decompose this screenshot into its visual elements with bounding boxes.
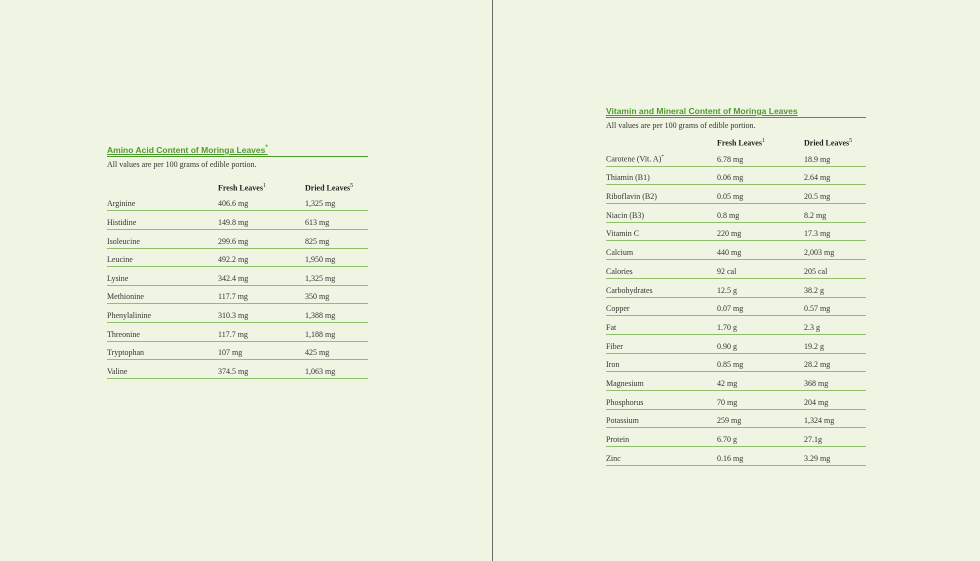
table-row [606,241,866,260]
nutrient-name: Threonine [107,329,140,339]
table-row [107,211,368,230]
nutrient-name: Vitamin C [606,229,640,239]
table-row [606,260,866,279]
fresh-value: 6.70 g [717,435,737,444]
dried-value: 28.2 mg [804,360,831,370]
table-title: Vitamin and Mineral Content of Moringa Leaves [606,106,866,118]
table-row [606,335,866,354]
nutrient-name: Tryptophan [107,348,145,358]
fresh-value: 1.70 g [717,322,737,332]
column-header-fresh: Fresh Leaves$^1$ [717,138,765,148]
table-row [606,223,866,242]
table-row [107,304,368,323]
dried-value: 18.9 mg [804,154,831,164]
table-row [107,267,368,286]
dried-value: 20.5 mg [804,192,831,202]
dried-value: 2,003 mg [804,248,835,258]
dried-value: 1,325 mg [305,199,336,209]
fresh-value: 0.85 mg [717,360,744,370]
nutrient-name: Carbohydrates [606,285,653,295]
table-row [606,298,866,317]
dried-value: 2.3 g [804,322,820,332]
fresh-value: 492.2 mg [218,255,249,265]
dried-value: 613 mg [305,218,330,228]
nutrient-name: Thiamin (B1) [606,173,650,183]
column-header-fresh: Fresh Leaves$^1$ [218,183,266,193]
fresh-value: 0.90 g [717,341,737,351]
nutrient-name: Methionine [107,292,144,302]
nutrient-name: Zinc [606,453,621,463]
dried-value: 19.2 g [804,341,824,351]
table-row [606,185,866,204]
nutrient-name: Histidine [107,218,137,228]
fresh-value: 117.7 mg [218,292,248,302]
nutrient-name: Potassium [606,416,639,426]
table-row [606,167,866,186]
nutrient-name: Valine [107,366,128,376]
table-row [107,286,368,305]
fresh-value: 149.8 mg [218,218,249,228]
nutrient-name: Niacin (B3) [606,210,644,220]
right-page [493,0,980,561]
dried-value: 1,950 mg [305,255,336,265]
table-row [606,391,866,410]
vitamin-mineral-table [606,106,866,466]
dried-value: 17.3 mg [804,229,831,239]
table-row [606,372,866,391]
fresh-value: 0.06 mg [717,173,744,183]
table-row [606,410,866,429]
nutrient-name: Phenylalinine [107,310,151,320]
footnote-mark: * [661,154,665,161]
dried-value: 205 cal [804,266,828,276]
fresh-value: 310.3 mg [218,310,249,320]
fresh-value: 299.6 mg [218,236,249,246]
table-row [606,428,866,447]
fresh-value: 0.07 mg [717,304,744,314]
nutrient-name: Copper [606,304,630,314]
fresh-value: 6.78 mg [717,154,744,164]
table-body [107,193,368,379]
dried-value: 27.1g [804,435,822,444]
fresh-value: 374.5 mg [218,366,249,376]
table-row [606,148,866,167]
fresh-value: 0.05 mg [717,192,744,202]
table-header [107,179,368,193]
table-body [606,148,866,466]
nutrient-name: Protein [606,435,630,444]
table-row [606,279,866,298]
dried-value: 1,188 mg [305,329,336,339]
table-row [606,316,866,335]
table-row [107,323,368,342]
nutrient-name: Fat [606,322,617,332]
dried-value: 1,063 mg [305,366,336,376]
table-row [606,204,866,223]
fresh-value: 0.16 mg [717,453,744,463]
dried-value: 204 mg [804,397,829,407]
nutrient-name: Isoleucine [107,236,140,246]
dried-value: 1,388 mg [305,310,336,320]
fresh-value: 12.5 g [717,285,737,295]
fresh-value: 220 mg [717,229,742,239]
column-header-dried: Dried Leaves$^5$ [804,138,853,148]
table-row [107,230,368,249]
dried-value: 38.2 g [804,285,824,295]
nutrient-name: Riboflavin (B2) [606,192,657,202]
fresh-value: 92 cal [717,266,737,276]
fresh-value: 0.8 mg [717,210,740,220]
table-subtitle: All values are per 100 grams of edible portion. [107,159,257,169]
dried-value: 1,325 mg [305,273,336,283]
fresh-value: 117.7 mg [218,329,248,339]
amino-acid-table [107,143,368,379]
table-row [107,249,368,268]
dried-value: 368 mg [804,378,829,388]
nutrient-name: Arginine [107,199,136,209]
dried-value: 8.2 mg [804,210,827,220]
fresh-value: 440 mg [717,248,742,258]
fresh-value: 107 mg [218,348,243,358]
table-row [107,360,368,379]
fresh-value: 406.6 mg [218,199,249,209]
table-subtitle: All values are per 100 grams of edible portion. [606,121,756,130]
nutrient-name: Leucine [107,255,133,265]
fresh-value: 70 mg [717,397,738,407]
nutrient-name: Calcium [606,248,634,258]
dried-value: 1,324 mg [804,416,835,426]
table-row [107,342,368,361]
table-title: Amino Acid Content of Moringa Leaves* [107,143,368,157]
dried-value: 425 mg [305,348,330,358]
nutrient-name: Iron [606,360,620,370]
fresh-value: 42 mg [717,378,738,388]
nutrient-name: Carotene (Vit. A)* [606,154,665,164]
dried-value: 0.57 mg [804,304,831,314]
dried-value: 3.29 mg [804,453,831,463]
nutrient-name: Magnesium [606,378,644,388]
column-header-dried: Dried Leaves$^5$ [305,183,354,193]
nutrient-name: Phosphorus [606,397,644,407]
nutrient-name: Fiber [606,341,623,351]
table-row [107,193,368,212]
footnote-mark: * [265,145,268,151]
fresh-value: 342.4 mg [218,273,249,283]
fresh-value: 259 mg [717,416,742,426]
table-row [606,447,866,466]
table-header [606,134,866,148]
table-row [606,354,866,373]
nutrient-name: Calories [606,266,633,276]
dried-value: 825 mg [305,236,330,246]
nutrient-name: Lysine [107,273,129,283]
dried-value: 2.64 mg [804,173,831,183]
dried-value: 350 mg [305,292,330,302]
